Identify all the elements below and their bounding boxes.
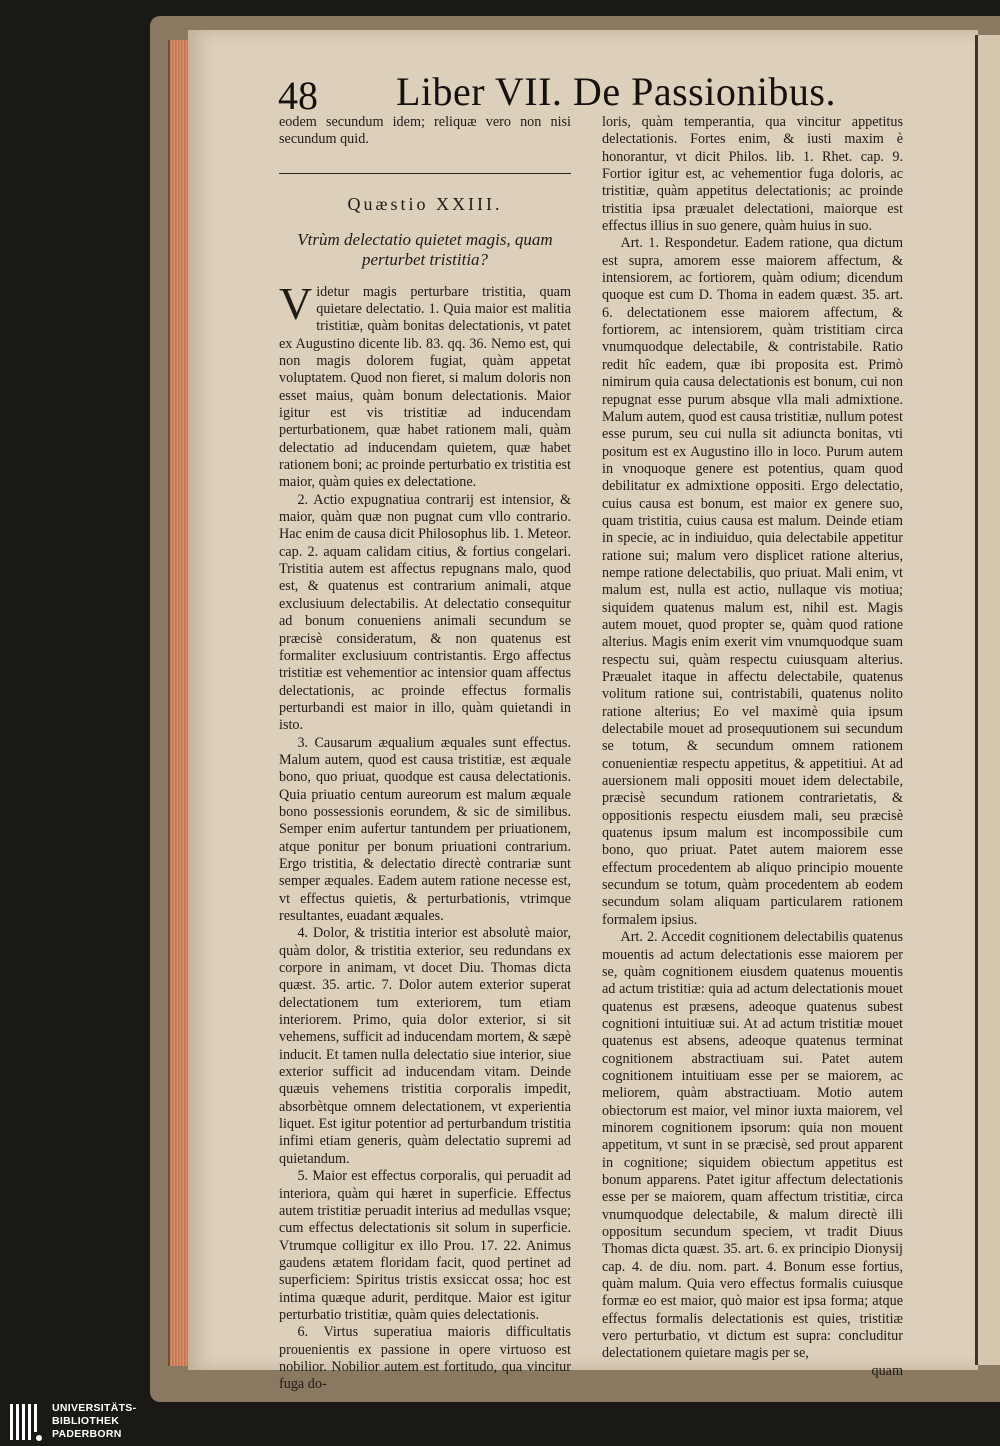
page-edges — [168, 40, 190, 1366]
paragraph-4: 4. Dolor, & tristitia interior est absolutè maior, quàm dolor, & tristitia exterior, seu redundans ex corpore in animam, vt docet Diu. Thomas dicta quæst. 35. artic. 7. Dolor autem exterior superat delectationem tum exteriorem, tum etiam interiorem. Primo, quia dolor exterior, si sit vehemens, sufficit ad inducendam mortem, & sæpè inducit. Et tamen nulla delectatio siue interior, siue exterior sufficit ad inducendam vitam. Deinde quæuis vehemens tristitia corporalis impedit, absorbètque omnem delectationem, vt experientia liquet. Est igitur potentior ad perturbandum tristitia infimi etiam generis, quàm delectatio supremi ad quietandum. — [279, 925, 571, 1167]
paragraph-6: 6. Virtus superatiua maioris difficultatis prouenientis ex passione in opere virtuoso est nobilior. Nobilior autem est fortitudo, qua vincitur fuga do- — [279, 1324, 571, 1393]
page-number: 48 — [278, 73, 318, 118]
paragraph-5: 5. Maior est effectus corporalis, qui peruadit ad interiora, quàm qui hæret in superficie. Effectus autem tristitiæ peruadit interius ad medullas vsque; cum effectus delectationis sit solum in superficie. Vtrumque colligitur ex illo Prou. 17. 22. Animus gaudens ætatem floridam facit, quod pertinet ad superficiem: Spiritus tristis exsiccat ossa; hoc est intima quæque adurit, perditque. Maior est igitur perturbatio tristitiæ, quàm quies delectationis. — [279, 1168, 571, 1323]
question-title: Vtrùm delectatio quietet magis, quam perturbet tristitia? — [297, 229, 553, 269]
library-logo-icon — [8, 1402, 44, 1442]
drop-cap: V — [279, 277, 313, 329]
paragraph-continued: loris, quàm temperantia, qua vincitur appetitus delectationis. Fortes enim, & iusti maxim è honorantur, vt dicit Philos. lib. 1. Rhet. cap. 9. Fortior igitur est, ac vehementior fuga doloris, ac tristitiæ, quàm appetitus delectationis; ac proinde tristitia ipsa præualet delectationi, maiorque est effectus illius in suo genere, quàm huius in suo. — [602, 114, 903, 235]
catchword: quam — [871, 1362, 903, 1379]
left-text-column — [279, 114, 571, 1394]
intro-text: eodem secundum idem; reliquæ vero non nisi secundum quid. — [279, 114, 571, 148]
running-head: Liber VII. De Passionibus. — [396, 69, 836, 114]
library-name-line-2: BIBLIOTHEK — [52, 1415, 120, 1427]
library-name-line-1: UNIVERSITÄTS- — [52, 1402, 137, 1414]
right-text-column — [602, 114, 903, 1380]
paragraph-3: 3. Causarum æqualium æquales sunt effectus. Malum autem, quod est causa tristitiæ, est æquale bono, quo priuat, quodque est causa delectationis. Quia priuatio centum aureorum est malum æquale bono possessionis eorundem, & sic de similibus. Semper enim aufertur tantundem per priuationem, atque ponitur per bonum priuationi contrarium. Ergo tristitia, & delectatio directè contrariæ sunt semper æquales. Eadem autem ratione necesse est, vt effectus quietis, & perturbationis, vtrimque resultantes, euadant æquales. — [279, 734, 571, 924]
library-watermark — [0, 1398, 150, 1446]
facing-page-edge — [975, 35, 1000, 1365]
paragraph-1-text: idetur magis perturbare tristitia, quam quietare delectatio. 1. Quia maior est malitia tristitiæ, quàm bonitas delectationis, vt patet ex Augustino dicente lib. 83. qq. 36. Nemo est, qui non magis dolorem fugiat, quàm appetat voluptatem. Quod non fieret, si malum doloris non esset maius, quàm bonum delectationis. Maior igitur est vis tristitiæ ad inducendam perturbationem, quæ habet rationem mali, quàm delectatio ad inducendam quietem, quæ habet rationem boni; ac proinde perturbatio ex tristitia est maior, quàm quies ex delectatione. — [279, 283, 571, 491]
paragraph-2: 2. Actio expugnatiua contrarij est intensior, & maior, quàm quæ non pugnat cum vllo contrario. Hac enim de causa dicit Philosophus lib. 1. Meteor. cap. 2. aquam calidam citius, & fortius congelari. Tristitia autem est affectus repugnans malo, quod est, & quatenus est contrarium animali, atque exclusiuum delectabilis. At delectatio consequitur ad bonum conueniens animali secundum se præcisè consideratum, & non quatenus est formaliter exclusiuum contristantis. Ergo affectus tristitiæ est vehementior ac intensior quam affectus delectationis, ac proinde effectus formalis perturbandi est maior in illo, quàm quietandi in isto. — [279, 491, 571, 734]
library-name-line-3: PADERBORN — [52, 1428, 122, 1440]
article-1: Art. 1. Respondetur. Eadem ratione, qua dictum est supra, amorem esse maiorem affectum, & intensiorem, ac fortiorem, quàm odium; dicendum quoque est cum D. Thoma in eadem quæst. 35. art. 6. delectationem esse maiorem affectum, & fortiorem, ac intensiorem, quàm tristitiam circa vnumquodque delectabile, & contristabile. Ratio redit hîc eadem, quæ ibi proposita est. Primò nimirum quia causa delectationis est bonum, cui non repugnat esse purum absque vlla mali admixtione. Malum autem, quod est causa tristitiæ, nullum potest esse purum, seu cui nulla sit adiuncta bonitas, vti positum est ex Augustino illo in loco. Purum autem in vnoquoque genere est potentius, quam quod debilitatur ex admixtione oppositi. Ergo delectatio, cuius causa est bonum, est maior ex genere suo, quam tristitia, cuius causa est malum. Deinde etiam in specie, ac in indiuiduo, quia delectabile appetitur ratione sui; malum vero displicet ratione alterius, nempe ratione delectabilis, quo priuat. Mali enim, vt malum est, nulla est actio, nullaque vis motiua; siquidem quatenus malum est, nihil est. Magis autem mouet, quod propter se, quàm quod ratione alterius. Magis enim exerit vim vnumquodque suam respectu sui, quàm respectu cuiusquam alterius. Præualet itaque in affectu delectabile, quatenus volitum ratione sui, contristabili, quatenus nolito ratione alterius; Eo vel maximè quia ipsum delectabile mouet ad prosequutionem sui secundum se totum, & secundum omnem rationem conuenientiæ respectu appetitus, & appetitiui. At ad auersionem mali oppositi mouet idem delectabile, præcisè secundum rationem contrarietatis, & oppositionis respectu eiusdem mali, seu præcisè quatenus ipsum malum est incompossibile cum bono, quo priuat. Patet autem maiorem esse effectum procedentem ab aliquo principio mouente secundum se totum, quàm procedentem ab eodem secundum solam aliquam particularem rationem formalem ipsius. — [602, 235, 903, 928]
library-name — [52, 1402, 136, 1441]
section-divider — [279, 173, 571, 175]
article-2: Art. 2. Accedit cognitionem delectabilis quatenus mouentis ad actum delectationis esse maiorem per se, quàm cognitionem eiusdem quatenus mouentis ad actum tristitiæ: quia ad actum delectationis mouet quatenus est præsens, adeoque quatenus subest cognitioni intuitiuæ sui. At ad actum tristitiæ mouet quatenus est absens, adeoque quatenus terminat cognitionem abstractiuam sui. Patet autem cognitionem intuitiuam esse per se maiorem, ac meliorem, quàm abstractiuam. Motio autem obiectorum est maior, vel minor iuxta maiorem, vel minorem cognitionem ipsorum: quia non mouent appetitum, vt sunt in se præcisè, sed prout apparent in cognitione; siquidem obiectum appetitus est bonum apparens. Patet igitur affectum delectationis esse per se maiorem, quam affectum tristitiæ, circa vnumquodque delectabile, & malum directè illi oppositum secundum speciem, vt tradit Diuus Thomas dicta quæst. 35. art. 6. ex principio Dionysij cap. 4. de diu. nom. part. 4. Bonum esse fortius, quàm malum. Quia vero effectus formalis cuiusque formæ eo est maior, quò maior est ipsa forma; atque effectus formalis delectationis est quies, tristitiæ vero perturbatio, vt dictum est supra: concluditur delectationem quietare magis per se, — [602, 929, 903, 1362]
paragraph-1 — [279, 277, 571, 492]
quaestio-heading: Quæstio XXIII. — [347, 194, 503, 215]
